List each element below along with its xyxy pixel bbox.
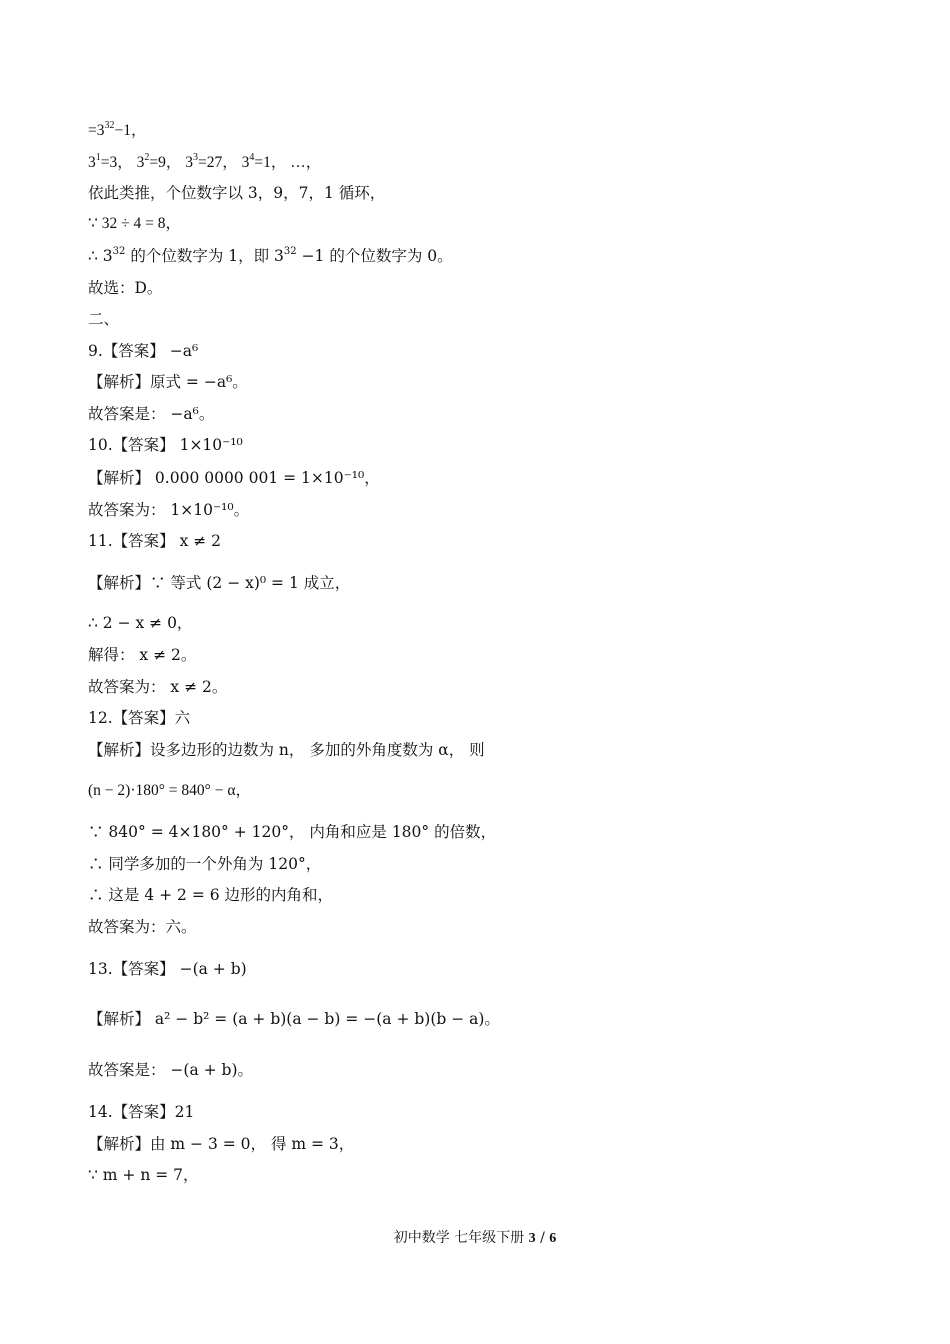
- footer-page-total: 6: [549, 1231, 557, 1246]
- section-heading: 二、: [88, 310, 120, 328]
- footer-separator: /: [535, 1230, 550, 1246]
- analysis-10: 【解析】 0.000 0000 001 = 1×10⁻¹⁰，: [88, 469, 380, 487]
- analysis-12: 【解析】设多边形的边数为 n， 多加的外角度数为 α， 则: [88, 741, 485, 759]
- text-line-31: ∵ m + n = 7，: [88, 1166, 199, 1184]
- text-line-17: 解得： x ≠ 2。: [88, 646, 197, 664]
- analysis-14: 【解析】由 m − 3 = 0， 得 m = 3，: [88, 1135, 355, 1153]
- conclusion-11: 故答案为： x ≠ 2。: [88, 678, 228, 696]
- text-line-16: ∴ 2 − x ≠ 0，: [88, 614, 193, 632]
- conclusion-13: 故答案是： −(a + b)。: [88, 1061, 254, 1079]
- answer-12: 12.【答案】六: [88, 709, 191, 727]
- answer-13: 13.【答案】 −(a + b): [88, 960, 247, 978]
- conclusion-12: 故答案为：六。: [88, 918, 197, 936]
- text-line-2: $3^1=3$， $3^2=9$， $3^3=27$， $3^4=1$， …，: [88, 152, 322, 171]
- answer-10: 10.【答案】 1×10⁻¹⁰: [88, 436, 243, 454]
- footer-subject: 初中数学 七年级下册: [393, 1230, 525, 1246]
- answer-14: 14.【答案】21: [88, 1103, 195, 1121]
- text-line-1: $=3^{32}-1$，: [88, 120, 147, 139]
- answer-9: 9.【答案】 −a⁶: [88, 342, 199, 360]
- text-line-23: ∴ 同学多加的一个外角为 120°，: [88, 855, 322, 873]
- conclusion-10: 故答案为： 1×10⁻¹⁰。: [88, 501, 250, 519]
- text-line-24: ∴ 这是 4 + 2 = 6 边形的内角和，: [88, 886, 334, 904]
- analysis-13: 【解析】 a² − b² = (a + b)(a − b) = −(a + b)(b − a)。: [88, 1010, 500, 1028]
- footer-page-number: 3: [528, 1231, 536, 1246]
- analysis-11: 【解析】∵ 等式 (2 − x)⁰ = 1 成立，: [88, 574, 351, 592]
- analysis-9: 【解析】原式 = −a⁶。: [88, 373, 248, 391]
- text-line-3: 依此类推，个位数字以 3，9，7，1 循环，: [88, 184, 386, 202]
- text-line-4: ∵ 32 ÷ 4 = 8，: [88, 215, 181, 232]
- text-line-22: ∵ 840° = 4×180° + 120°， 内角和应是 180° 的倍数，: [88, 823, 497, 841]
- conclusion-9: 故答案是： −a⁶。: [88, 405, 215, 423]
- answer-11: 11.【答案】 x ≠ 2: [88, 532, 222, 550]
- text-line-5: ∴ $3^{32}$ 的个位数字为 1，即 $3^{32} -1$ 的个位数字为 0。: [88, 246, 453, 265]
- text-line-6: 故选：D。: [88, 279, 163, 297]
- page-footer: [0, 1228, 950, 1249]
- text-line-21: (n − 2)·180° = 840° − α，: [88, 782, 251, 799]
